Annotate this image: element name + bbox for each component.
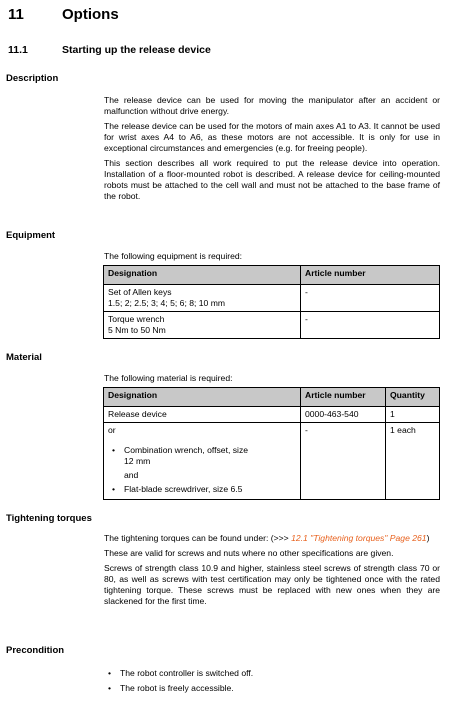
chapter-title: Options: [62, 6, 119, 23]
designation-cell: [104, 285, 301, 312]
table-header-row: [104, 266, 440, 285]
list-item: [108, 445, 296, 467]
torques-p3: Screws of strength class 10.9 and higher, stainless steel screws of strength class 70 or 80, as well as screws with test certification may only be tightened once with the rated tightening torque. These screws must be replaced with new ones when they are slackened for the first time.: [104, 563, 440, 606]
designation-line: Set of Allen keys: [108, 287, 172, 297]
table-header-row: [104, 388, 440, 407]
torques-heading: Tightening torques: [6, 513, 92, 524]
col-article: Article number: [301, 266, 440, 285]
torques-p1-prefix: The tightening torques can be found under: (>>>: [104, 533, 292, 543]
and-text: and: [124, 470, 139, 480]
precondition-list: [104, 666, 440, 696]
quantity-cell: 1: [386, 407, 440, 423]
quantity-cell: 1 each: [386, 423, 440, 500]
list-item: • The robot controller is switched off.: [104, 666, 440, 681]
list-item-text: • Combination wrench, offset, size: [124, 445, 249, 455]
article-cell: -: [301, 312, 440, 339]
article-cell: -: [301, 285, 440, 312]
designation-cell: [104, 312, 301, 339]
page-reference-link[interactable]: 12.1 "Tightening torques" Page 261: [291, 533, 427, 543]
equipment-table-wrap: [103, 265, 440, 339]
col-designation: Designation: [104, 388, 301, 407]
material-intro: The following material is required:: [104, 373, 233, 383]
description-heading: Description: [6, 73, 59, 84]
list-item: • The robot is freely accessible.: [104, 681, 440, 696]
torques-text: [104, 533, 440, 611]
table-row: [104, 423, 440, 500]
equipment-intro: The following equipment is required:: [104, 251, 243, 261]
description-p2: The release device can be used for the motors of main axes A1 to A3. It cannot be used for wrist axes A4 to A6, as these motors are not accessible. It is only for use in exceptional circumstances and emergencies (e.g. for freeing people).: [104, 121, 440, 153]
list-item-text: 12 mm: [124, 456, 151, 466]
torques-p2: These are valid for screws and nuts where no other specifications are given.: [104, 548, 394, 558]
material-table: [103, 387, 440, 500]
col-designation: Designation: [104, 266, 301, 285]
col-quantity: Quantity: [386, 388, 440, 407]
designation-cell: Release device: [104, 407, 301, 423]
precondition-list-wrap: [104, 666, 440, 696]
designation-line: Torque wrench: [108, 314, 165, 324]
or-text: or: [108, 425, 116, 435]
designation-line: 1.5; 2; 2.5; 3; 4; 5; 6; 8; 10 mm: [108, 298, 226, 308]
torques-p1: [104, 533, 440, 544]
chapter-number: 11: [8, 6, 24, 23]
designation-line: 5 Nm to 50 Nm: [108, 325, 166, 335]
alt-tools-list: [108, 484, 296, 495]
material-table-wrap: [103, 387, 440, 500]
list-item: • Flat-blade screwdriver, size 6.5: [108, 484, 296, 495]
torques-p1-suffix: ): [426, 533, 430, 543]
col-article: Article number: [301, 388, 386, 407]
article-cell: 0000-463-540: [301, 407, 386, 423]
description-text: [104, 95, 440, 206]
table-row: [104, 407, 440, 423]
equipment-table: [103, 265, 440, 339]
article-cell: -: [301, 423, 386, 500]
table-row: [104, 312, 440, 339]
equipment-heading: Equipment: [6, 230, 56, 241]
description-p3: This section describes all work required to put the release device into operation. Installation of a floor-mounted robot is described. A release device for ceiling-mounted robots must be attached to the cell wall and must not be attached to the base frame of the robot.: [104, 158, 440, 201]
section-number: 11.1: [8, 44, 28, 56]
material-heading: Material: [6, 352, 42, 363]
description-p1: The release device can be used for moving the manipulator after an accident or malfunction without drive energy.: [104, 95, 440, 116]
designation-cell: [104, 423, 301, 500]
precondition-heading: Precondition: [6, 645, 65, 656]
table-row: [104, 285, 440, 312]
section-title: Starting up the release device: [62, 44, 211, 56]
alt-tools-list: [108, 445, 296, 467]
